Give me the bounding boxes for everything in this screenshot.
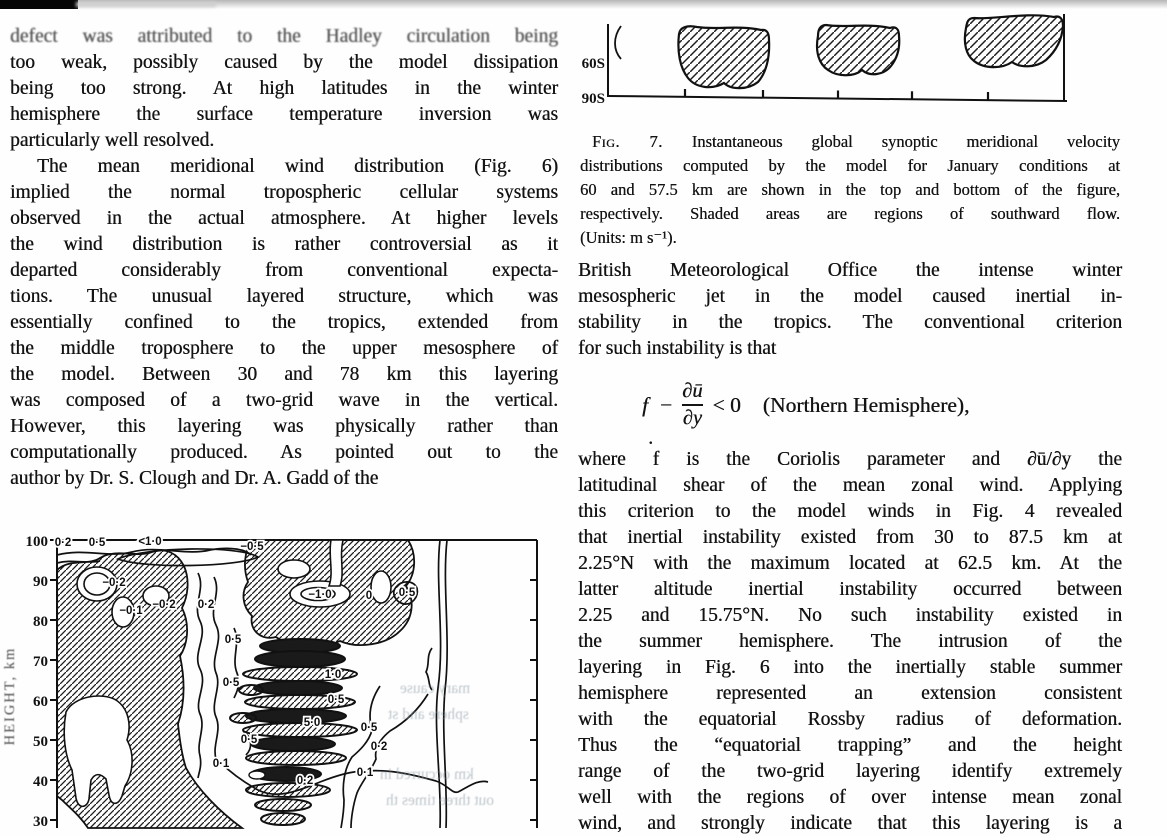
text-line: implied the normal tropospheric cellular systems bbox=[10, 182, 558, 203]
text-line: hemisphere represented an extension consistent bbox=[578, 683, 1122, 704]
figure-7-caption bbox=[580, 130, 1120, 250]
equation-minus: − bbox=[659, 392, 673, 417]
southward-flow-region bbox=[678, 26, 769, 88]
contour-hole bbox=[278, 560, 310, 578]
contour-line bbox=[341, 686, 380, 828]
text-line: Thus the “equatorial trapping” and the height bbox=[578, 735, 1122, 756]
text-line: wind, and strongly indicate that this layering is a bbox=[578, 813, 1122, 834]
stripe bbox=[261, 813, 305, 825]
contour-hole bbox=[371, 571, 391, 603]
paragraph bbox=[10, 24, 558, 154]
contour-label: 1·0 bbox=[324, 669, 342, 681]
caption-line: (Units: m s⁻¹). bbox=[580, 228, 677, 247]
contour-label: 0·2 bbox=[370, 741, 388, 753]
text-line: essentially confined to the tropics, extended from bbox=[10, 312, 558, 333]
stripe bbox=[251, 737, 335, 751]
caption-line: 60 and 57.5 km are shown in the top and bottom of the figure, bbox=[580, 180, 1120, 199]
stripe bbox=[239, 685, 263, 695]
text-line: the middle troposphere to the upper mesosphere of bbox=[10, 338, 558, 359]
right-column-upper bbox=[578, 258, 1122, 362]
text-line: too weak, possibly caused by the model dissipation bbox=[10, 52, 558, 73]
ytick-label: 60 bbox=[33, 694, 48, 710]
contour-label: −0·2 bbox=[102, 577, 126, 589]
scan-corner-bar bbox=[0, 0, 78, 9]
equation-note: (Northern Hemisphere), bbox=[762, 392, 970, 417]
stripe bbox=[230, 713, 256, 723]
text-line: observed in the actual atmosphere. At higher levels bbox=[10, 208, 558, 229]
figure-7-plot bbox=[578, 0, 1123, 118]
text-line: this criterion to the model winds in Fig. 4 revealed bbox=[578, 501, 1122, 522]
equation-f: f bbox=[642, 392, 648, 417]
fig7-contour-arc bbox=[615, 26, 621, 59]
contour-label: 0·5 bbox=[398, 587, 416, 599]
contour-label: 0·5 bbox=[222, 677, 240, 689]
stripe bbox=[246, 709, 346, 723]
instability-criterion-equation bbox=[642, 374, 969, 436]
text-line: hemisphere the surface temperature inversion was bbox=[10, 104, 558, 125]
text-line: well with the regions of over intense mean zonal bbox=[578, 787, 1122, 808]
ytick-label: 100 bbox=[25, 534, 48, 550]
fig6-yaxis-label: HEIGHT, km bbox=[2, 646, 18, 746]
print-artifact-dot: . bbox=[648, 424, 654, 449]
text-line: range of the two-grid layering identify extremely bbox=[578, 761, 1122, 782]
text-line: the model. Between 30 and 78 km this layering bbox=[10, 364, 558, 385]
contour-label: 0·5 bbox=[224, 634, 242, 646]
stripe bbox=[255, 651, 345, 667]
contour-label: 0·5 bbox=[360, 722, 378, 734]
equation-denominator: ∂y bbox=[682, 406, 702, 429]
stripe bbox=[254, 681, 342, 695]
paragraph bbox=[10, 154, 558, 492]
contour-label: 0·1 bbox=[212, 758, 230, 770]
contour-label: −0·5 bbox=[240, 541, 264, 553]
text-line: tions. The unusual layered structure, which was bbox=[10, 286, 558, 307]
fig6-ytick-labels bbox=[26, 534, 49, 830]
text-line: defect was attributed to the Hadley circulation being bbox=[10, 26, 558, 47]
left-column bbox=[10, 24, 558, 492]
contour-label: 0·5 bbox=[327, 694, 345, 706]
contour-label: 0·1 bbox=[356, 767, 374, 779]
caption-line bbox=[580, 130, 1120, 154]
contour-label: 5·0 bbox=[303, 717, 321, 729]
equation-numerator: ∂ū bbox=[682, 379, 703, 402]
fig7-shaded-regions bbox=[678, 15, 1063, 88]
contour-label: −0·1 bbox=[119, 605, 143, 617]
text-line: layering in Fig. 6 into the inertially stable summer bbox=[578, 657, 1122, 678]
stripe bbox=[255, 799, 311, 811]
ytick-label: 30 bbox=[33, 814, 48, 830]
ytick-label: 50 bbox=[33, 734, 48, 750]
figure-6-plot bbox=[0, 528, 560, 828]
text-line: departed considerably from conventional expecta- bbox=[10, 260, 558, 281]
ytick-label: 70 bbox=[33, 654, 48, 670]
figure-6 bbox=[0, 528, 560, 828]
ytick-label: 40 bbox=[33, 774, 48, 790]
zero-contour-channel bbox=[329, 540, 343, 586]
contour-label: <1·0 bbox=[138, 536, 162, 548]
figure-label: Fig. 7. bbox=[592, 132, 663, 151]
ytick-label: 80 bbox=[33, 614, 48, 630]
contour-label: 0·2 bbox=[197, 599, 215, 611]
text-line: being too strong. At high latitudes in the winter bbox=[10, 78, 558, 99]
text-line: computationally produced. As pointed out to the bbox=[10, 442, 558, 463]
caption-line: respectively. Shaded areas are regions of southward flow. bbox=[580, 204, 1120, 223]
small-contour-oval bbox=[249, 771, 265, 779]
text-line: with the equatorial Rossby radius of deformation. bbox=[578, 709, 1122, 730]
text-line: The mean meridional wind distribution (Fig. 6) bbox=[37, 156, 558, 177]
fig6-right-ticks bbox=[530, 580, 537, 820]
scan-smudge bbox=[76, 2, 216, 7]
text-line: stability in the tropics. The conventional criterion bbox=[578, 312, 1122, 333]
contour-label: 0·2 bbox=[54, 537, 72, 549]
fig7-lat-label: 90S bbox=[581, 91, 605, 107]
text-line: author by Dr. S. Clough and Dr. A. Gadd of the bbox=[10, 468, 379, 489]
equation-fraction bbox=[682, 381, 702, 429]
contour-label: 0 bbox=[365, 590, 373, 602]
showthrough-text: sphere and st bbox=[388, 706, 469, 723]
text-line: the wind distribution is rather controversial as it bbox=[10, 234, 558, 255]
fig6-layered-stripes bbox=[230, 639, 357, 825]
fig6-left-ticks bbox=[50, 540, 57, 820]
text-line: that inertial instability existed from 30 to 87.5 km at bbox=[578, 527, 1122, 548]
southward-flow-region bbox=[965, 15, 1063, 67]
text-line: latter altitude inertial instability occurred between bbox=[578, 579, 1122, 600]
text-line: where f is the Coriolis parameter and ∂ū/∂y the bbox=[578, 449, 1122, 470]
contour-label: 0·2 bbox=[296, 775, 314, 787]
contour-label: 0·5 bbox=[240, 734, 258, 746]
text-line: latitudinal shear of the mean zonal wind. Applying bbox=[578, 475, 1122, 496]
contour-label: −1·0 bbox=[308, 589, 332, 601]
text-line: However, this layering was physically rather than bbox=[10, 416, 558, 437]
text-line: 2.25°N with the maximum located at 62.5 km. At the bbox=[578, 553, 1122, 574]
showthrough-text: out three times th bbox=[386, 792, 495, 809]
caption-text: Instantaneous global synoptic meridional velocity bbox=[691, 132, 1121, 151]
equation-relation: < 0 bbox=[712, 392, 741, 417]
text-line: 2.25 and 15.75°N. No such instability existed in bbox=[578, 605, 1122, 626]
caption-line: distributions computed by the model for January conditions at bbox=[580, 156, 1120, 175]
text-line: for such instability is that bbox=[578, 338, 777, 359]
southward-flow-region bbox=[817, 25, 899, 75]
stripe bbox=[243, 723, 357, 737]
contour-label: 0·5 bbox=[88, 537, 106, 549]
fig7-lat-label: 60S bbox=[581, 56, 605, 72]
text-line: the summer hemisphere. The intrusion of the bbox=[578, 631, 1122, 652]
fraction-bar bbox=[682, 404, 702, 406]
text-line: particularly well resolved. bbox=[10, 130, 215, 151]
stripe bbox=[246, 751, 346, 765]
text-line: British Meteorological Office the intense winter bbox=[578, 260, 1122, 281]
showthrough-text: mary cause bbox=[400, 680, 471, 697]
figure-7 bbox=[578, 0, 1123, 118]
contour-label: −0·2 bbox=[152, 599, 176, 611]
text-line: mesospheric jet in the model caused inertial in- bbox=[578, 286, 1122, 307]
text-line: was composed of a two-grid wave in the vertical. bbox=[10, 390, 558, 411]
ytick-label: 90 bbox=[33, 574, 48, 590]
right-column-lower bbox=[578, 447, 1122, 837]
showthrough-text: km occurred in bbox=[380, 766, 474, 783]
